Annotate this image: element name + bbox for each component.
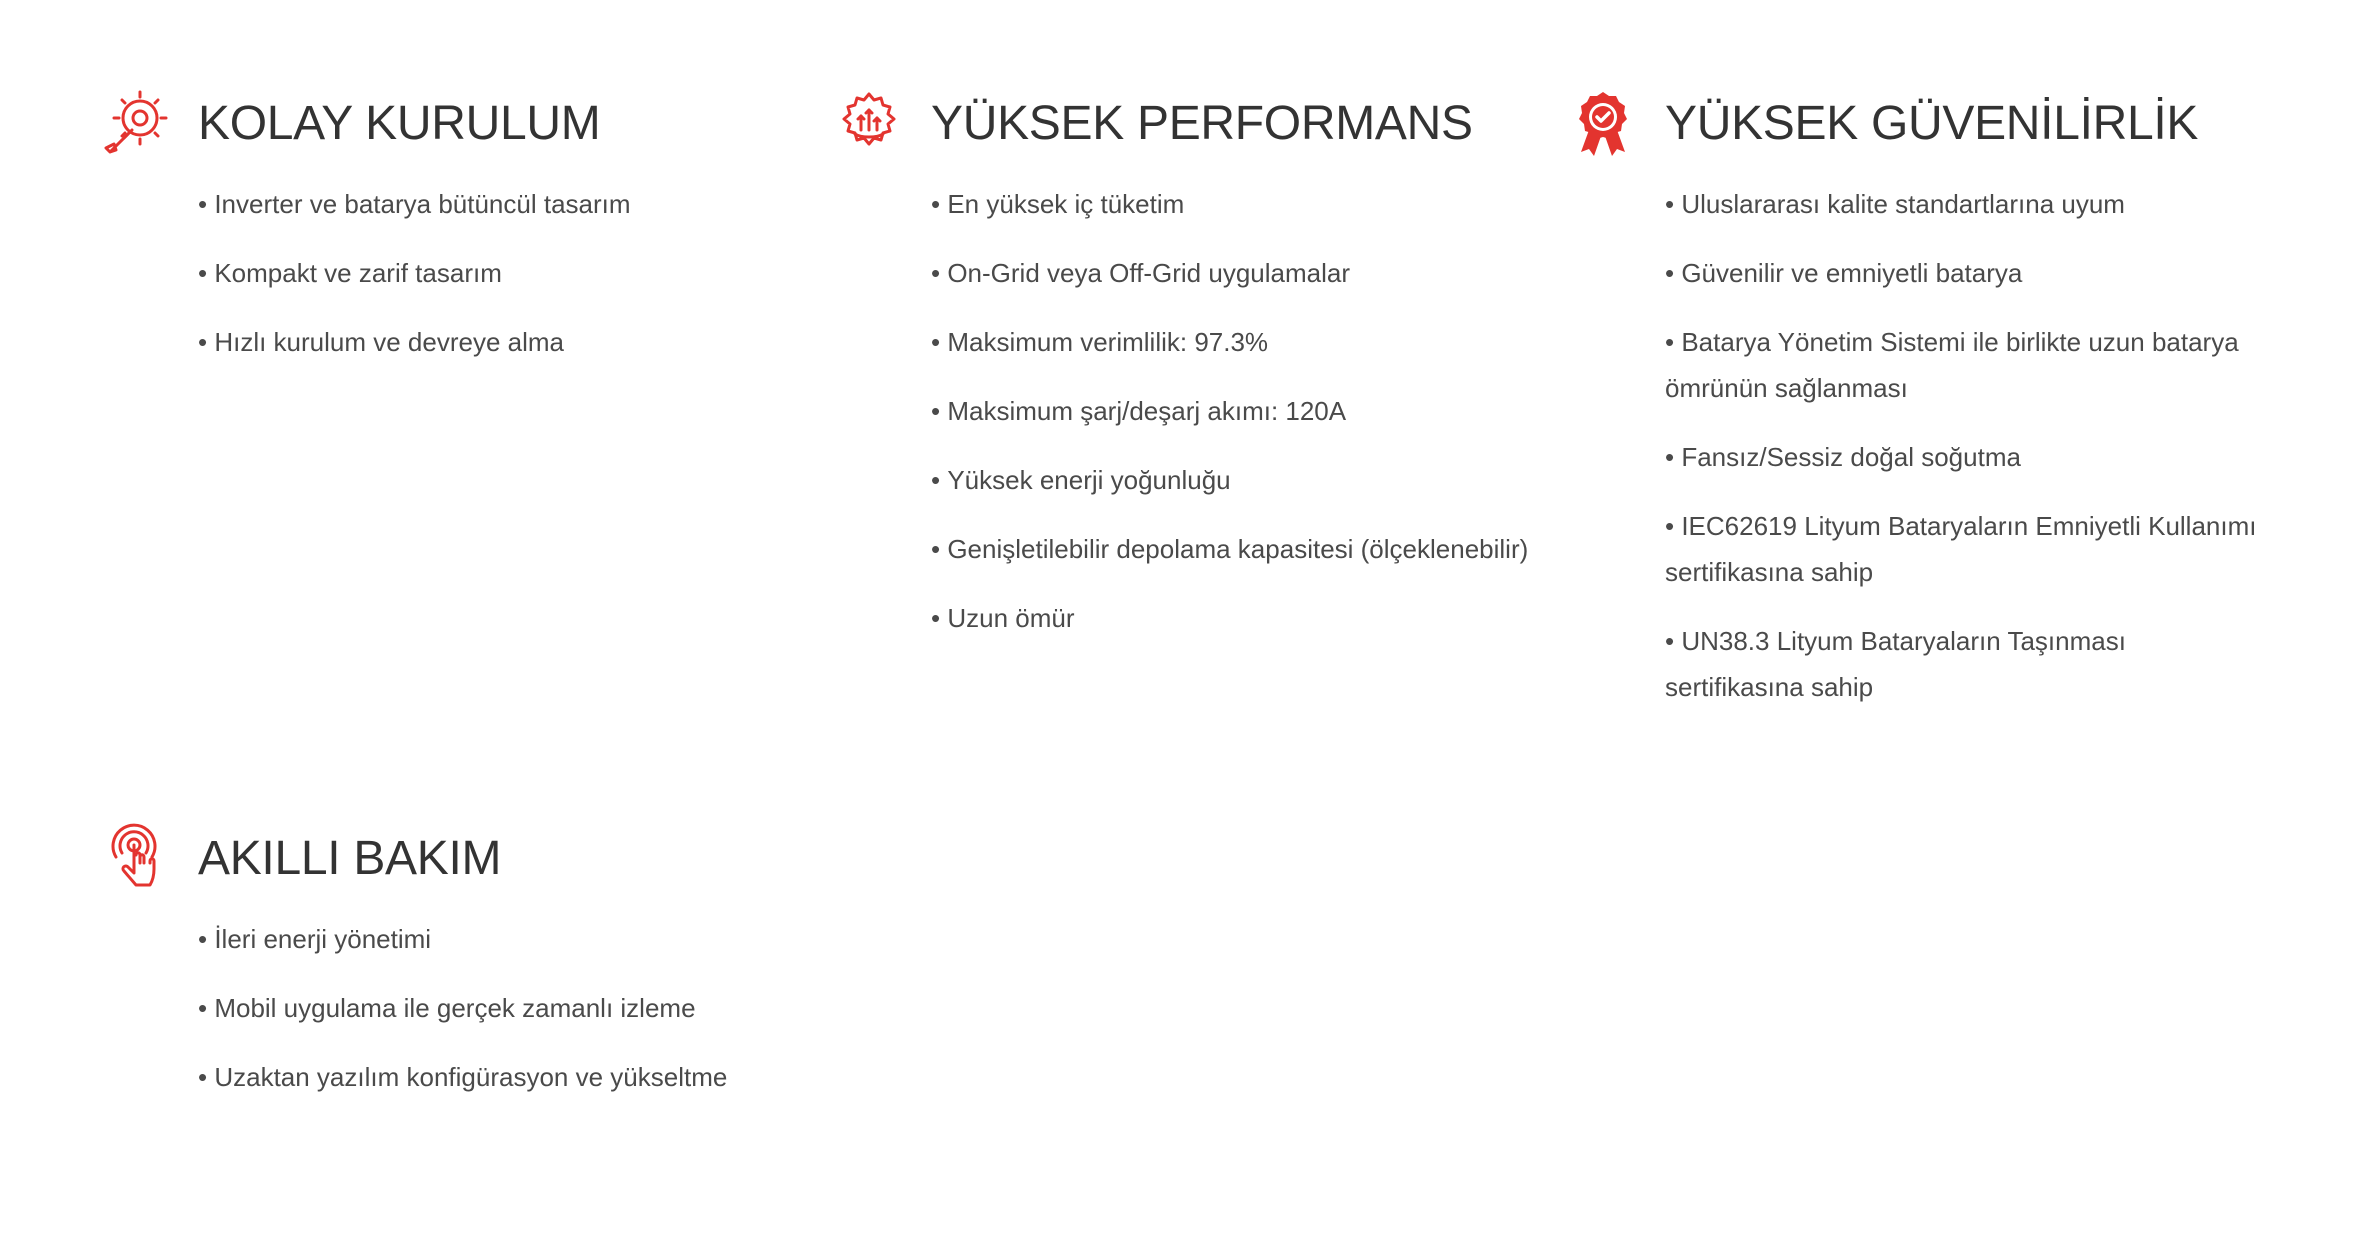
list-item: • Yüksek enerji yoğunluğu — [931, 457, 1531, 503]
feature-list — [198, 916, 798, 1123]
feature-title: YÜKSEK GÜVENİLİRLİK — [1665, 97, 2199, 150]
list-item: • Maksimum şarj/deşarj akımı: 120A — [931, 388, 1531, 434]
feature-title: YÜKSEK PERFORMANS — [931, 97, 1473, 150]
list-item: • Mobil uygulama ile gerçek zamanlı izleme — [198, 985, 798, 1031]
list-item: • On-Grid veya Off-Grid uygulamalar — [931, 250, 1531, 296]
list-item: • Uluslararası kalite standartlarına uyum — [1665, 181, 2265, 227]
gear-growth-icon — [833, 88, 905, 160]
award-ribbon-icon — [1567, 88, 1639, 160]
list-item: • UN38.3 Lityum Bataryaların Taşınması sertifikasına sahip — [1665, 618, 2265, 710]
list-item: • Uzun ömür — [931, 595, 1531, 641]
list-item: • Uzaktan yazılım konfigürasyon ve yükseltme — [198, 1054, 798, 1100]
feature-list — [1665, 181, 2265, 733]
list-item: • Kompakt ve zarif tasarım — [198, 250, 798, 296]
list-item: • Genişletilebilir depolama kapasitesi (ölçeklenebilir) — [931, 526, 1531, 572]
list-item: • En yüksek iç tüketim — [931, 181, 1531, 227]
list-item: • Hızlı kurulum ve devreye alma — [198, 319, 798, 365]
feature-title: AKILLI BAKIM — [198, 832, 502, 885]
list-item: • IEC62619 Lityum Bataryaların Emniyetli Kullanımı sertifikasına sahip — [1665, 503, 2265, 595]
feature-title: KOLAY KURULUM — [198, 97, 601, 150]
list-item: • Fansız/Sessiz doğal soğutma — [1665, 434, 2265, 480]
feature-list — [931, 181, 1531, 664]
list-item: • İleri enerji yönetimi — [198, 916, 798, 962]
list-item: • Batarya Yönetim Sistemi ile birlikte uzun batarya ömrünün sağlanması — [1665, 319, 2265, 411]
list-item: • Maksimum verimlilik: 97.3% — [931, 319, 1531, 365]
touch-finger-icon — [100, 823, 172, 895]
list-item: • Güvenilir ve emniyetli batarya — [1665, 250, 2265, 296]
wrench-gear-icon — [100, 88, 172, 160]
feature-list — [198, 181, 798, 388]
list-item: • Inverter ve batarya bütüncül tasarım — [198, 181, 798, 227]
